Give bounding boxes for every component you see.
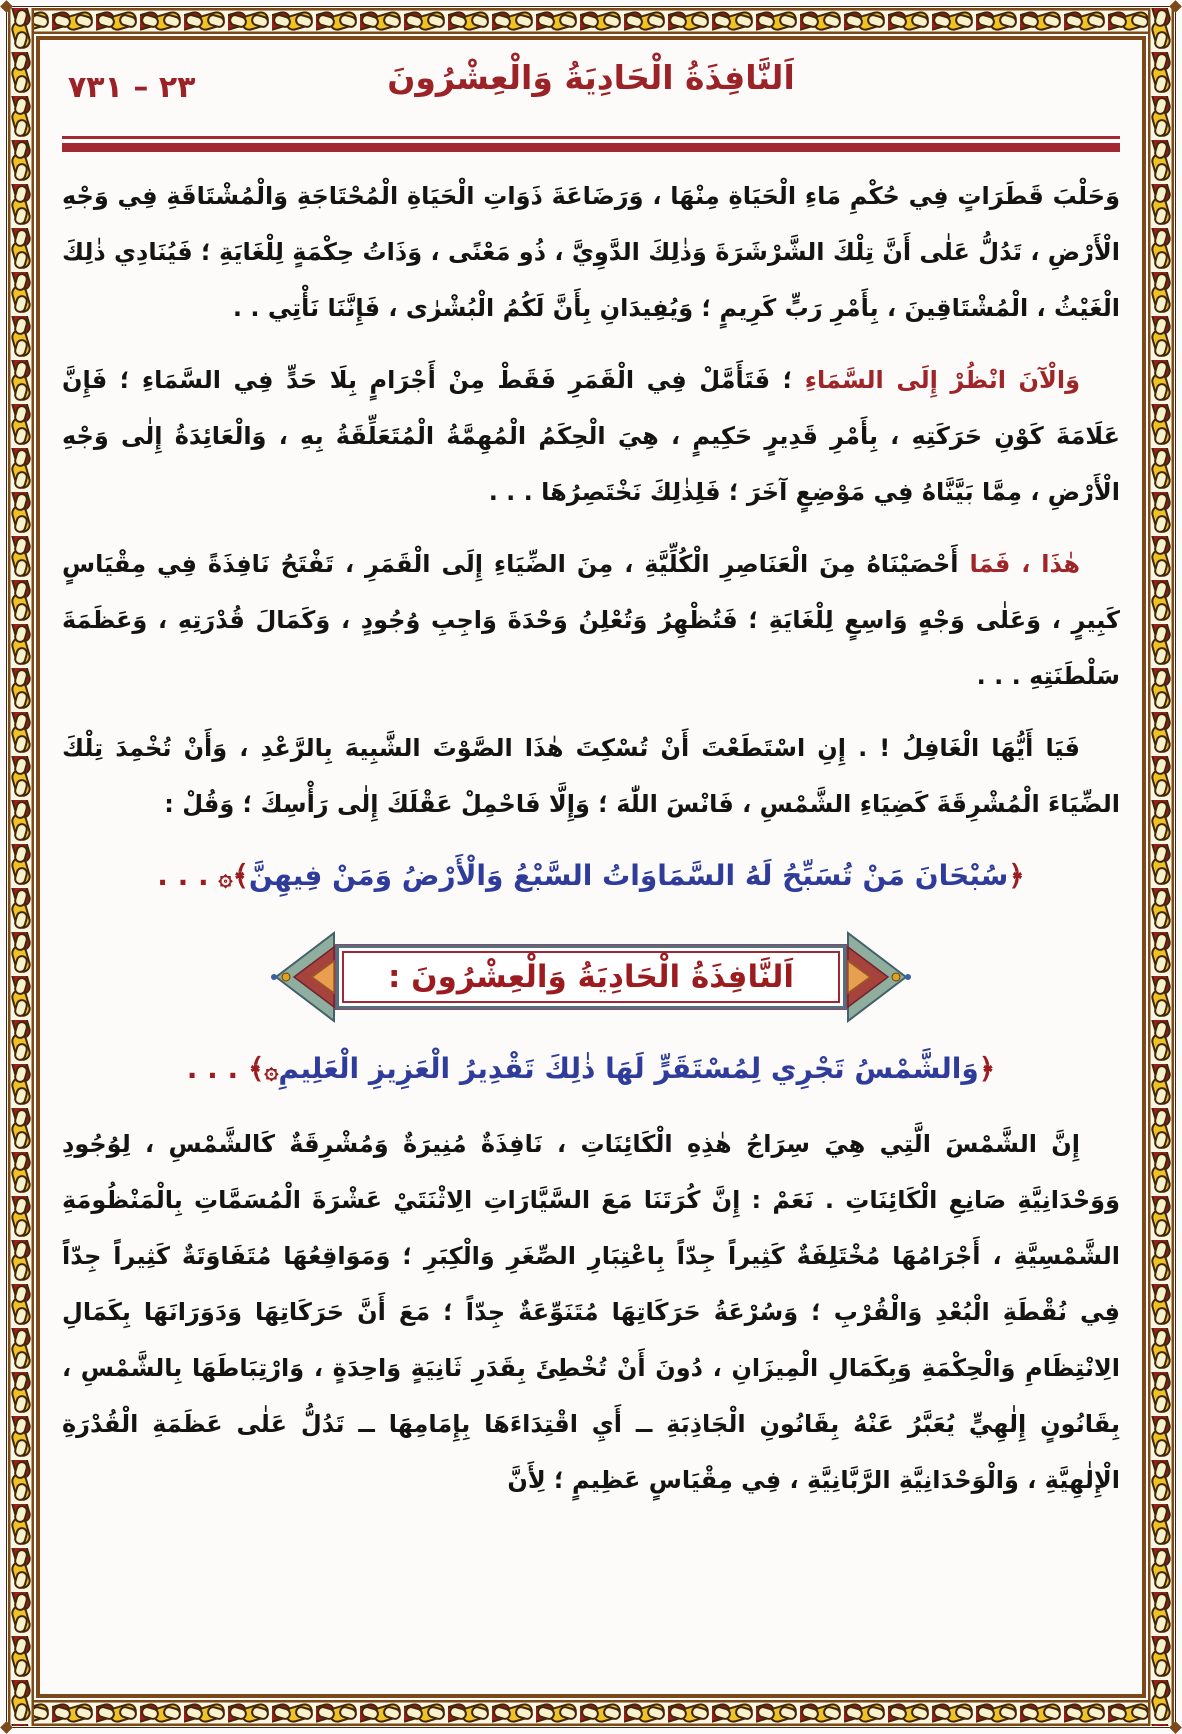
- chain-border-top-icon: [8, 8, 1174, 34]
- paragraph-4: [62, 720, 1120, 832]
- header-rule: [62, 136, 1120, 152]
- page-content: [62, 52, 1120, 1682]
- paragraph-1-text: وَحَلْبَ قَطَرَاتٍ فِي حُكْمِ مَاءِ الْحَيَاةِ مِنْهَا ، وَرَضَاعَةَ ذَوَاتِ الْحَيَاةِ الْمُحْتَاجَةِ وَالْمُشْتَاقَةِ فِي وَجْهِ الْأَرْضِ ، تَدُلُّ عَلٰى أَنَّ تِلْكَ الشَّرْشَرَةَ وَذٰلِكَ الدَّوِيَّ ، ذُو مَعْنًى ، وَذَاتُ حِكْمَةٍ لِلْغَايَةِ ؛ فَيُنَادِي ذٰلِكَ الْغَيْثُ ، الْمُشْتَاقِينَ ، بِأَمْرِ رَبٍّ كَرِيمٍ ؛ وَيُفِيدَانِ بِأَنَّ لَكُمُ الْبُشْرٰى ، فَإِنَّنَا نَأْتِي . .: [62, 182, 1120, 322]
- floral-ornament-right-icon: [846, 929, 912, 1025]
- verse-dots: . . .: [157, 859, 219, 892]
- verse-1-text: سُبْحَانَ مَنْ تُسَبِّحُ لَهُ السَّمَاوَاتُ السَّبْعُ وَالْأَرْضُ وَمَنْ فِيهِنَّ: [248, 859, 1009, 892]
- paragraph-4-text: فَيَا أَيُّهَا الْغَافِلُ ! . إِنِ اسْتَطَعْتَ أَنْ تُسْكِتَ هٰذَا الصَّوْتَ الشَّبِيهَ بِالرَّعْدِ ، وَأَنْ تُخْمِدَ تِلْكَ الضِّيَاءَ الْمُشْرِقَةَ كَضِيَاءِ الشَّمْسِ ، فَانْسَ اللّٰهَ ؛ وَإِلَّا فَاحْمِلْ عَقْلَكَ إِلٰى رَأْسِكَ ؛ وَقُلْ :: [62, 734, 1120, 818]
- chain-border-right-icon: [1148, 8, 1174, 1726]
- header-rule-thin: [62, 136, 1120, 139]
- verse-dots: . . .: [186, 1052, 248, 1085]
- floral-ornament-left-icon: [270, 929, 336, 1025]
- section-title-box: [62, 929, 1120, 1025]
- paragraph-3-text: أَحْصَيْنَاهُ مِنَ الْعَنَاصِرِ الْكُلِّيَّةِ ، مِنَ الضِّيَاءِ إِلَى الْقَمَرِ ، تَفْتَحُ نَافِذَةً فِي مِقْيَاسٍ كَبِيرٍ ، وَعَلٰى وَجْهٍ وَاسِعٍ لِلْغَايَةِ ؛ فَتُظْهِرُ وَتُعْلِنُ وَحْدَةَ وَاجِبِ وُجُودٍ ، وَكَمَالَ قُدْرَتِهِ ، وَعَظَمَةَ سَلْطَنَتِهِ . . .: [62, 550, 1120, 690]
- verse-close-bracket-icon: ﴾: [232, 859, 249, 892]
- chain-border-bottom-icon: [8, 1700, 1174, 1726]
- page-header: [62, 52, 1120, 126]
- section-title-frame: [336, 945, 846, 1009]
- verse-open-bracket-icon: ﴿: [1008, 859, 1025, 892]
- page-title: اَلنَّافِذَةُ الْحَادِيَةُ وَالْعِشْرُونَ: [387, 58, 795, 97]
- paragraph-3: [62, 536, 1120, 704]
- page-number-label: ٢٣ – ٧٣١: [68, 70, 196, 105]
- paragraph-2-lead: وَالْآنَ انْظُرْ إِلَى السَّمَاءِ: [804, 366, 1080, 394]
- verse-2-text: وَالشَّمْسُ تَجْرِي لِمُسْتَقَرٍّ لَهَا ذٰلِكَ تَقْدِيرُ الْعَزِيزِ الْعَلِيمِ: [278, 1052, 979, 1085]
- verse-close-bracket-icon: ﴾: [247, 1052, 265, 1085]
- chain-border-left-icon: [8, 8, 34, 1726]
- paragraph-2-text: ؛ فَتَأَمَّلْ فِي الْقَمَرِ فَقَطْ مِنْ أَجْرَامٍ بِلَا حَدٍّ فِي السَّمَاءِ ؛ فَإِنَّ عَلَامَةَ كَوْنِ حَرَكَتِهِ ، بِأَمْرِ قَدِيرٍ حَكِيمٍ ، هِيَ الْحِكَمُ الْمُهِمَّةُ الْمُتَعَلِّقَةُ بِهِ ، وَالْعَائِدَةُ إِلٰى وَجْهِ الْأَرْضِ ، مِمَّا بَيَّنَّاهُ فِي مَوْضِعٍ آخَرَ ؛ فَلِذٰلِكَ نَخْتَصِرُهَا . . .: [62, 366, 1120, 506]
- header-rule-thick: [62, 143, 1120, 152]
- paragraph-1: [62, 168, 1120, 336]
- rosette-icon: ۞: [264, 1056, 279, 1084]
- paragraph-3-lead: هٰذَا ، فَمَا: [969, 550, 1081, 578]
- quran-verse-2: [62, 1039, 1120, 1100]
- section-title: اَلنَّافِذَةُ الْحَادِيَةُ وَالْعِشْرُونَ :: [342, 951, 840, 1003]
- rosette-icon: ۞: [218, 863, 233, 891]
- quran-verse-1: [62, 846, 1120, 907]
- verse-open-bracket-icon: ﴿: [978, 1052, 996, 1085]
- paragraph-2: [62, 352, 1120, 520]
- paragraph-5: [62, 1116, 1120, 1508]
- paragraph-5-text: إِنَّ الشَّمْسَ الَّتِي هِيَ سِرَاجُ هٰذِهِ الْكَائِنَاتِ ، نَافِذَةٌ مُنِيرَةٌ وَمُشْرِقَةٌ كَالشَّمْسِ ، لِوُجُودِ وَوَحْدَانِيَّةِ صَانِعِ الْكَائِنَاتِ . نَعَمْ : إِنَّ كُرَتَنَا مَعَ السَّيَّارَاتِ الِاثْنَتَيْ عَشْرَةَ الْمُسَمَّاتِ بِالْمَنْظُومَةِ الشَّمْسِيَّةِ ، أَجْرَامُهَا مُخْتَلِفَةٌ كَثِيراً جِدّاً بِاعْتِبَارِ الصِّغَرِ وَالْكِبَرِ ؛ وَمَوَاقِعُهَا مُتَفَاوَتَةٌ كَثِيراً جِدّاً فِي نُقْطَةِ الْبُعْدِ وَالْقُرْبِ ؛ وَسُرْعَةُ حَرَكَاتِهَا مُتَنَوِّعَةٌ جِدّاً ؛ مَعَ أَنَّ حَرَكَاتِهَا وَدَوَرَانَهَا بِكَمَالِ الِانْتِظَامِ وَالْحِكْمَةِ وَبِكَمَالِ الْمِيزَانِ ، دُونَ أَنْ تُخْطِئَ بِقَدَرِ ثَانِيَةٍ وَاحِدَةٍ ، وَارْتِبَاطَهَا بِالشَّمْسِ ، بِقَانُونٍ إِلٰهِيٍّ يُعَبَّرُ عَنْهُ بِقَانُونِ الْجَاذِبَةِ ــ أَيِ اقْتِدَاءَهَا بِإِمَامِهَا ــ تَدُلُّ عَلٰى عَظَمَةِ الْقُدْرَةِ الْإِلٰهِيَّةِ ، وَالْوَحْدَانِيَّةِ الرَّبَّانِيَّةِ ، فِي مِقْيَاسٍ عَظِيمٍ ؛ لِأَنَّ: [62, 1130, 1120, 1494]
